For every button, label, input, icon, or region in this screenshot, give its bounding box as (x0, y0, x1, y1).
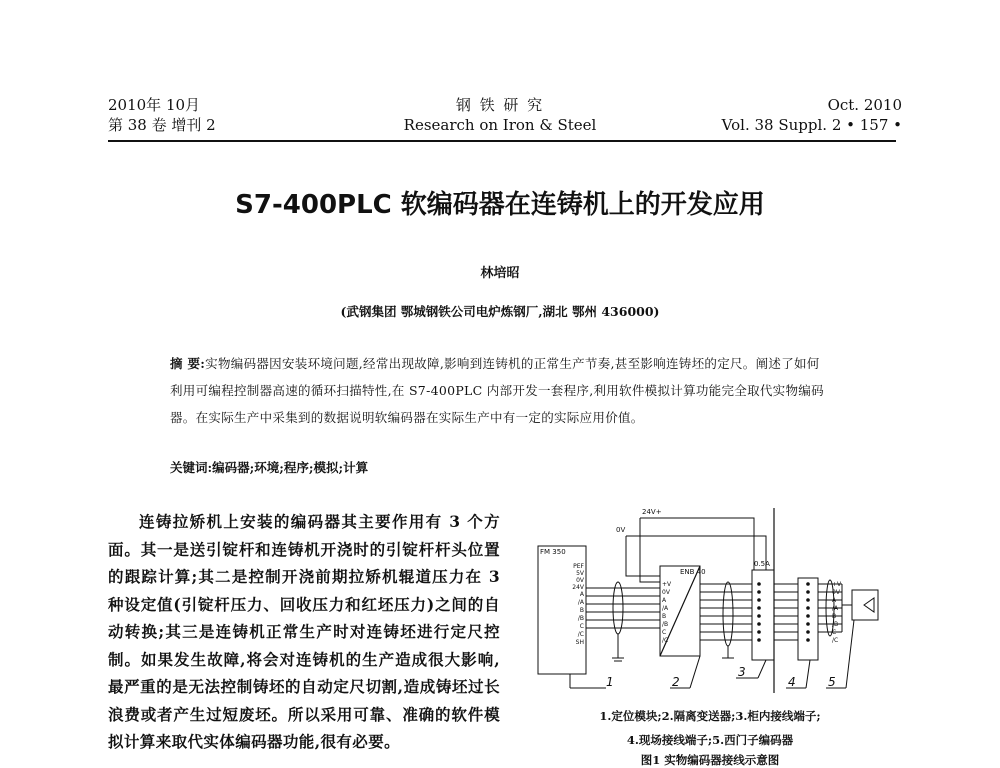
journal-name-en: Research on Iron & Steel (403, 116, 597, 134)
label-module: FM 350 (540, 548, 566, 556)
issue-date-en: Oct. 2010 (827, 96, 902, 114)
module-pin: C (579, 623, 584, 630)
encoder-pin: 0V (832, 589, 840, 596)
transmitter-pin: /B (662, 621, 669, 628)
module-pin: /A (577, 599, 584, 606)
module-pin: PEF (573, 563, 584, 570)
callout-3: 3 (738, 665, 746, 679)
encoder-pin: /C (832, 637, 839, 644)
journal-name-cn: 钢 铁 研 究 (455, 96, 545, 114)
figure-caption-line1: 1.定位模块;2.隔离变送器;3.柜内接线端子; (599, 709, 821, 723)
body-paragraph: 连铸拉矫机上安装的编码器其主要作用有 3 个方面。其一是送引锭杆和连铸机开浇时的引锭杆杆头位置的跟踪计算;其二是控制开浇前期拉矫机辊道压力在 3 种设定值(引锭杆压力、回收压力和红坯压力)之间的自动转换;其三是连铸机正常生产时对连铸坯进行定尺控制。如果发生故障,将会对连铸机的生产造成很大影响,最严重的是无法控制铸坯的自动定尺切割,造成铸坯过长浪费或者产生过短废坯。所以采用可靠、准确的软件模拟计算来取代实体编码器功能,很有必要。 (108, 512, 500, 751)
module-pin: 0V (576, 577, 584, 584)
callout-2: 2 (672, 675, 680, 689)
body-column-left (108, 508, 500, 756)
wiring-diagram (530, 508, 900, 703)
keywords: 关键词:编码器;环境;程序;模拟;计算 (170, 460, 369, 475)
transmitter-pin: +V (662, 581, 672, 588)
abstract-label: 摘 要: (170, 356, 206, 371)
transmitter-pin: A (662, 597, 667, 604)
affiliation: (武钢集团 鄂城钢铁公司电炉炼钢厂,湖北 鄂州 436000) (340, 304, 660, 319)
callout-5: 5 (828, 675, 836, 689)
transmitter-pin: C (662, 629, 667, 636)
encoder-pin: +V (832, 581, 842, 588)
encoder-symbol (864, 598, 874, 612)
callout-1: 1 (606, 675, 614, 689)
signal-wires-right (774, 584, 798, 640)
volume-issue: 第 38 卷 增刊 2 (108, 116, 216, 134)
module-pin: /C (577, 631, 584, 638)
header-right (722, 95, 902, 135)
author: 林培昭 (480, 266, 520, 281)
module-pin: 5V (576, 570, 584, 577)
module-pin: A (579, 591, 584, 598)
abstract (170, 350, 830, 431)
label-transmitter: ENB 40 (680, 568, 706, 576)
callout-4: 4 (788, 675, 796, 689)
paper-title: S7-400PLC 软编码器在连铸机上的开发应用 (235, 190, 765, 220)
abstract-text: 实物编码器因安装环境问题,经常出现故障,影响到连铸机的正常生产节奏,甚至影响连铸坯的定尺。阐述了如何利用可编程控制器高速的循环扫描特性,在 S7-400PLC 内部开发一套程序,利用软件模拟计算功能完全取代实物编码器。在实际生产中采集到的数据说明软编码器在实际生产中有一定的实际应用价值。 (170, 356, 824, 425)
issue-date: 2010年 10月 (108, 96, 201, 114)
transmitter-pin: /A (662, 605, 669, 612)
encoder-pin: B (832, 613, 837, 620)
figure-title: 图1 实物编码器接线示意图 (640, 753, 780, 767)
module-pin: /B (577, 615, 584, 622)
figure-caption-line2: 4.现场接线端子;5.西门子编码器 (626, 733, 794, 747)
cabinet-terminal-box (752, 570, 774, 660)
module-pin: 24V (572, 584, 584, 591)
header-left (108, 95, 216, 135)
label-0v: 0V (616, 526, 626, 534)
encoder-pin: C (832, 629, 837, 636)
transmitter-pin: B (662, 613, 667, 620)
transmitter-pin: /C (662, 637, 669, 644)
module-pin: SH (575, 639, 584, 646)
encoder-pin: /A (832, 605, 839, 612)
module-pin: B (579, 607, 584, 614)
journal-name (380, 95, 620, 135)
encoder-pin: A (832, 597, 837, 604)
encoder-pin: /B (832, 621, 839, 628)
label-fuse: 0.5A (754, 560, 770, 568)
header-rule (108, 140, 896, 142)
transmitter-pin: 0V (662, 589, 670, 596)
label-24v: 24V+ (642, 508, 662, 516)
signal-wires-mid (700, 584, 752, 640)
volume-page: Vol. 38 Suppl. 2 • 157 • (721, 116, 902, 134)
